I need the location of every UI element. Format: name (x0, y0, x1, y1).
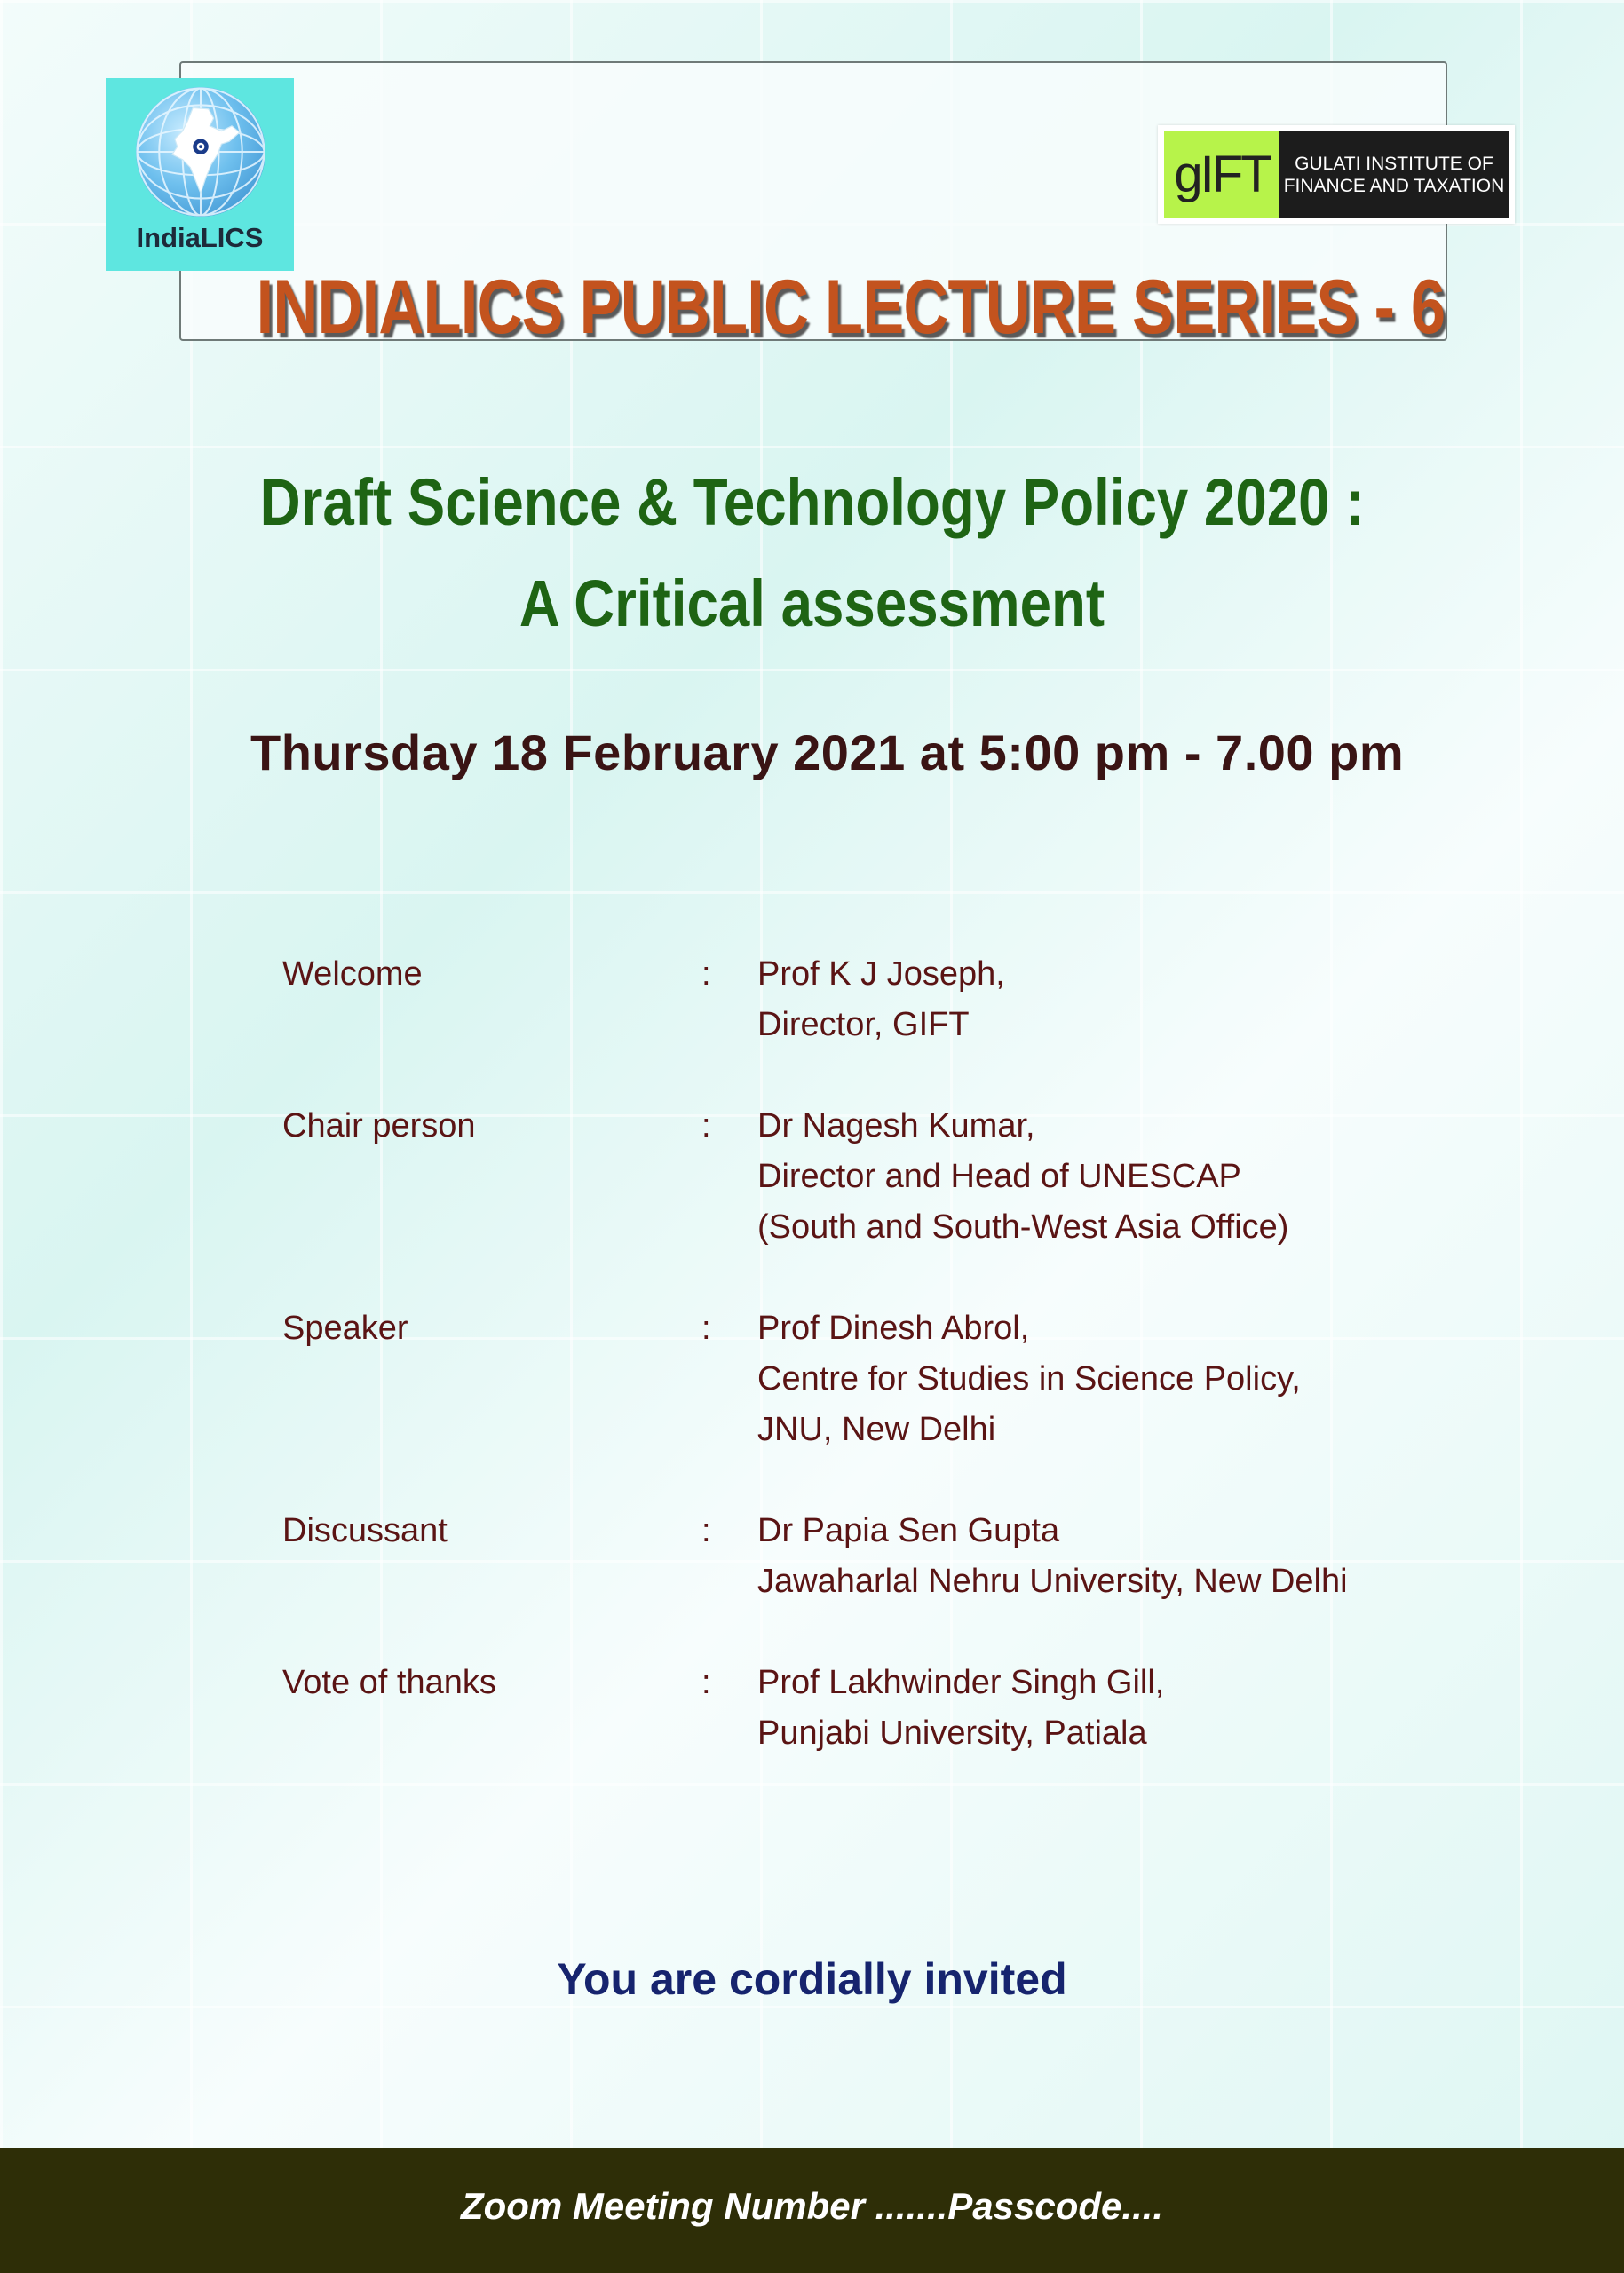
person-line: Prof K J Joseph, (757, 955, 1005, 993)
person-line: Punjabi University, Patiala (757, 1715, 1147, 1752)
gift-name-line2: FINANCE AND TAXATION (1283, 175, 1505, 196)
person-line: Jawaharlal Nehru University, New Delhi (757, 1563, 1348, 1600)
role-separator: : (701, 1512, 711, 1549)
role-label: Chair person (282, 1107, 476, 1144)
role-separator: : (701, 1310, 711, 1347)
person-line: Dr Papia Sen Gupta (757, 1512, 1060, 1549)
role-separator: : (701, 1664, 711, 1701)
gift-logo (1158, 125, 1515, 224)
india-globe-icon (136, 87, 265, 217)
person-line: JNU, New Delhi (757, 1411, 996, 1448)
role-label: Speaker (282, 1310, 408, 1347)
lecture-title-line2: A Critical assessment (519, 566, 1105, 640)
person-details (757, 1506, 1348, 1607)
series-title: INDIALICS PUBLIC LECTURE SERIES - 6 (256, 265, 1446, 350)
person-details (757, 1303, 1301, 1455)
person-details (757, 949, 1005, 1050)
role-label: Vote of thanks (282, 1664, 496, 1701)
person-line: Director and Head of UNESCAP (757, 1158, 1241, 1195)
role-label: Discussant (282, 1512, 448, 1549)
gift-logo-mark: gIFT (1164, 131, 1279, 218)
person-details (757, 1101, 1288, 1253)
role-separator: : (701, 1107, 711, 1144)
gift-name-line1: GULATI INSTITUTE OF (1295, 153, 1493, 174)
person-line: Director, GIFT (757, 1006, 970, 1043)
person-line: Centre for Studies in Science Policy, (757, 1360, 1301, 1398)
person-line: Prof Lakhwinder Singh Gill, (757, 1664, 1165, 1701)
invitation-text: You are cordially invited (557, 1954, 1067, 2004)
person-details (757, 1658, 1164, 1759)
indialics-logo-text: IndiaLICS (136, 222, 264, 253)
event-datetime: Thursday 18 February 2021 at 5:00 pm - 7.00 pm (250, 725, 1405, 780)
indialics-logo (106, 78, 294, 271)
zoom-meeting-info: Zoom Meeting Number .......Passcode.... (460, 2185, 1164, 2227)
role-separator: : (701, 955, 711, 993)
person-line: Prof Dinesh Abrol, (757, 1310, 1030, 1347)
footer-bar (0, 2148, 1624, 2273)
gift-logo-name (1279, 131, 1509, 218)
lecture-title-line1: Draft Science & Technology Policy 2020 : (259, 465, 1365, 539)
person-line: (South and South-West Asia Office) (757, 1208, 1289, 1246)
person-line: Dr Nagesh Kumar, (757, 1107, 1035, 1144)
role-label: Welcome (282, 955, 423, 993)
